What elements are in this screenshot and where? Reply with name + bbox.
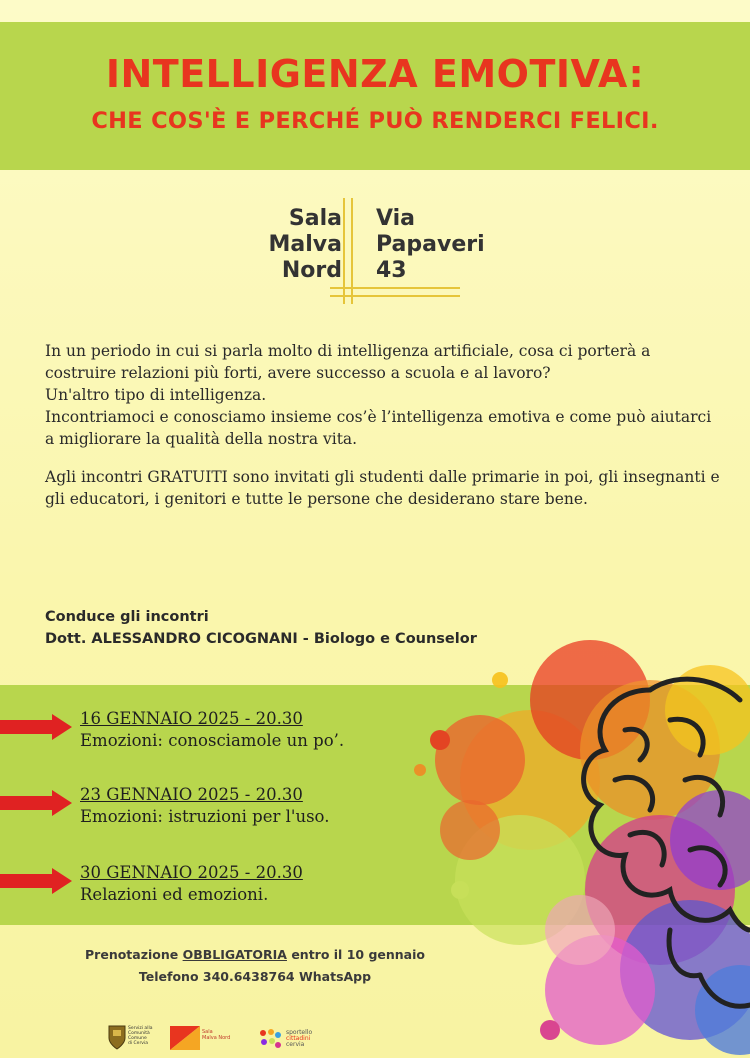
event-item [80, 708, 344, 752]
event-title: Emozioni: conosciamole un po’. [80, 731, 345, 750]
booking-post: entro il 10 gennaio [286, 947, 425, 962]
sponsor-logos [100, 1022, 420, 1058]
header-band [0, 22, 750, 170]
arrow-icon [0, 868, 72, 894]
venue-line: Nord [281, 258, 342, 283]
logo-text-line: Comunità [128, 1031, 150, 1036]
logo-text-line: Servizi alla [128, 1026, 153, 1031]
sala-malva-logo-icon [170, 1026, 200, 1050]
address-line: Papaveri [376, 232, 485, 257]
venue-line: Sala [288, 206, 342, 231]
event-date: 30 GENNAIO 2025 - 20.30 [80, 863, 303, 882]
venue-line: Malva [268, 232, 342, 257]
venue-address [376, 206, 485, 284]
booking-pre: Prenotazione [85, 947, 183, 962]
event-date: 23 GENNAIO 2025 - 20.30 [80, 785, 303, 804]
comune-logo-text [128, 1026, 152, 1046]
event-item [80, 784, 329, 828]
paragraph: In un periodo in cui si parla molto di intelligenza artificiale, cosa ci porterà a costruire relazioni più forti, avere successo a scuola e al lavoro? [45, 342, 651, 382]
booking-line [45, 944, 465, 966]
logo-text-line: Malva Nord [202, 1035, 231, 1041]
booking-info [45, 944, 465, 988]
logo-text-line: Sala [202, 1029, 213, 1035]
event-title: Relazioni ed emozioni. [80, 885, 269, 904]
logo-text-line: cittadini [286, 1035, 311, 1042]
sportello-logo-text [286, 1030, 312, 1048]
event-title: Emozioni: istruzioni per l'uso. [80, 807, 330, 826]
host-name: Dott. ALESSANDRO CICOGNANI - Biologo e Counselor [45, 631, 477, 647]
arrow-icon [0, 714, 72, 740]
page-subtitle: CHE COS'È E PERCHÉ PUÒ RENDERCI FELICI. [91, 108, 659, 134]
event-item [80, 862, 303, 906]
page-title: INTELLIGENZA EMOTIVA: [105, 52, 645, 96]
arrow-icon [0, 790, 72, 816]
paragraph: Un'altro tipo di intelligenza. [45, 386, 267, 404]
booking-phone: Telefono 340.6438764 WhatsApp [138, 969, 372, 984]
paragraph: Incontriamoci e conosciamo insieme cos’è l’intelligenza emotiva e come può aiutarci a migliorare la qualità della nostra vita. [45, 408, 712, 448]
host-label: Conduce gli incontri [45, 609, 209, 625]
description [45, 340, 725, 510]
event-date: 16 GENNAIO 2025 - 20.30 [80, 709, 303, 728]
paragraph: Agli incontri GRATUITI sono invitati gli studenti dalle primarie in poi, gli insegnanti e gli educatori, i genitori e tutte le persone che desiderano stare bene. [45, 468, 720, 508]
logo-text-line: sportello [286, 1029, 313, 1036]
logo-text-line: cervia [286, 1041, 305, 1048]
brain-splash-illustration [400, 630, 750, 1058]
venue-name [269, 206, 342, 284]
comune-shield-icon [108, 1024, 126, 1050]
sportello-dots-icon [258, 1028, 282, 1050]
address-line: Via [376, 206, 416, 231]
address-line: 43 [376, 258, 407, 283]
logo-text-line: di Cervia [128, 1041, 148, 1046]
logo-text-line: Comune [128, 1036, 147, 1041]
sala-malva-logo-text [202, 1029, 230, 1041]
booking-mandatory: OBBLIGATORIA [182, 947, 287, 962]
